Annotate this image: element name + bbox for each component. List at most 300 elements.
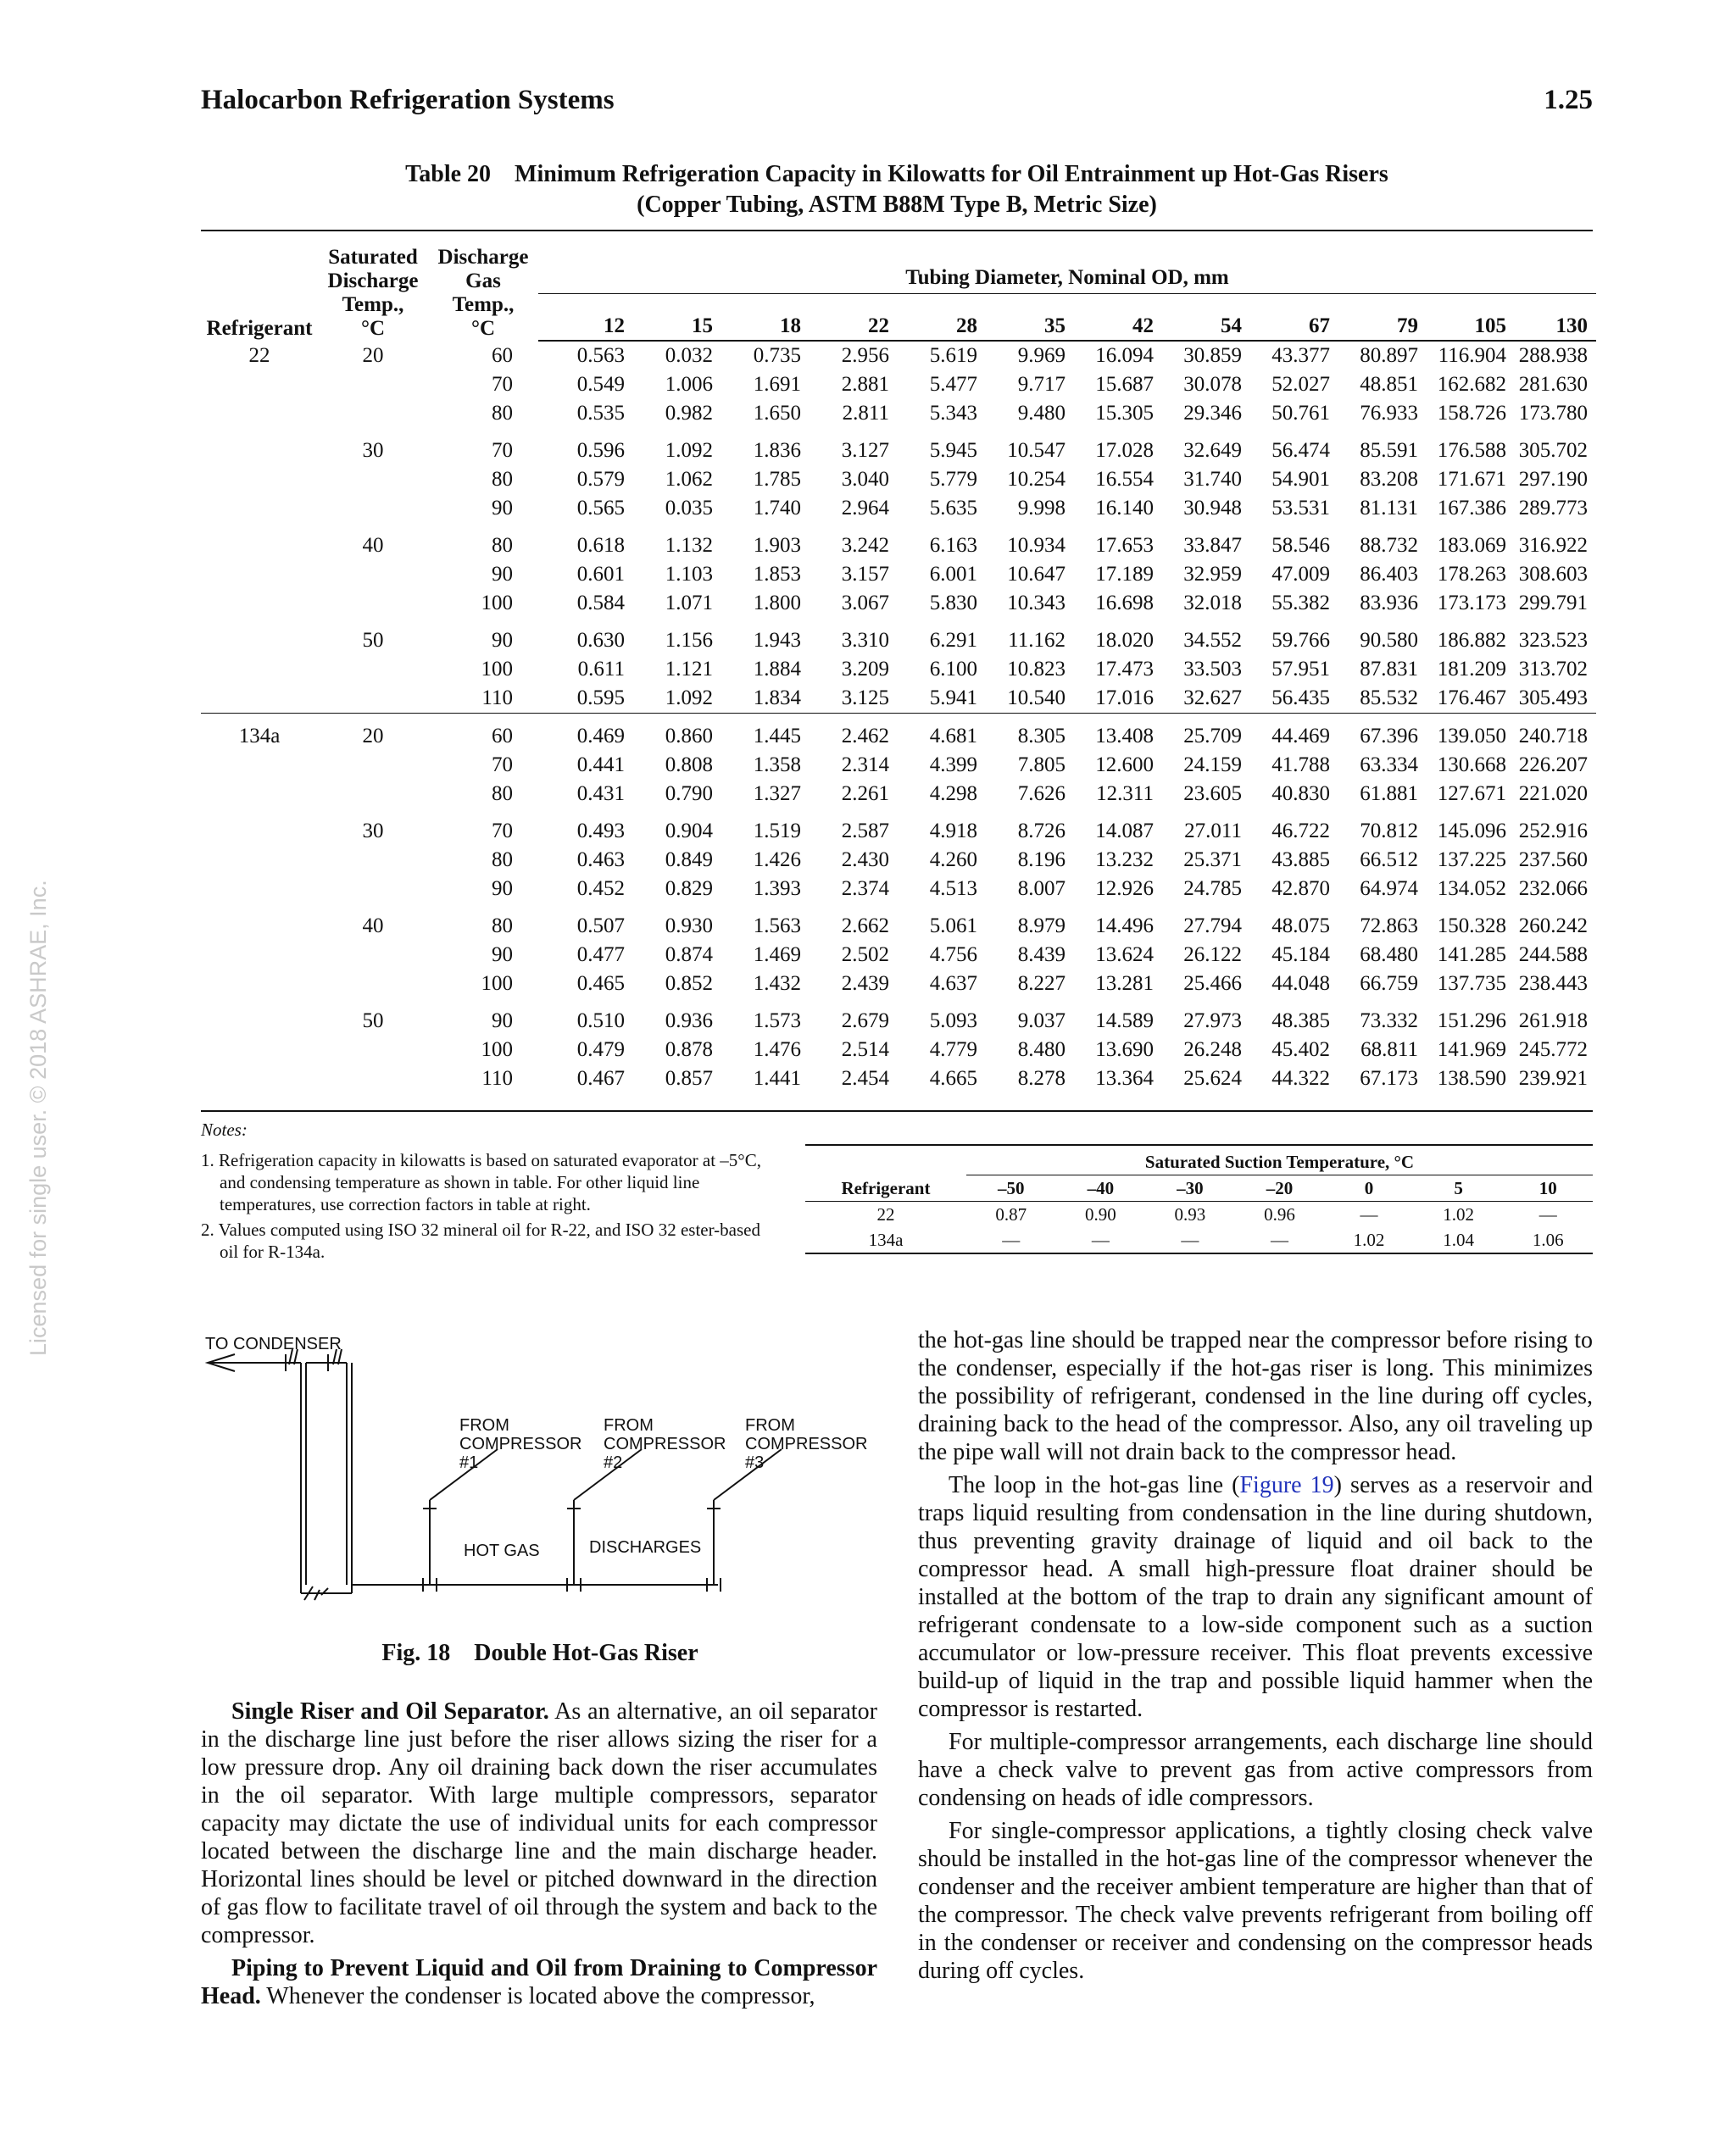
table-row bbox=[201, 1064, 1596, 1093]
capacity-cell: 25.466 bbox=[1183, 972, 1242, 995]
paragraph-loop: The loop in the hot-gas line (Figure 19) serves as a reservoir and traps liquid resulting from condensation in the line during shutdown, thus preventing gravity drainage of liquid and oil back to the compressor head. A small high-pressure float drainer should be installed at the bottom of the trap to drain any significant amount of refrigerant condensate to a low-side component such as a suction accumulator or low-pressure receiver. This float prevents excessive build-up of liquid in the trap and possible liquid hammer when the compressor is restarted. bbox=[918, 1472, 1593, 1722]
capacity-cell: 24.159 bbox=[1183, 753, 1242, 776]
gas-temp-cell: 80 bbox=[492, 402, 513, 425]
capacity-cell: 57.951 bbox=[1271, 658, 1330, 681]
sat-temp-cell bbox=[318, 655, 428, 684]
capacity-cell: 26.248 bbox=[1183, 1038, 1242, 1061]
capacity-cell: 252.916 bbox=[1518, 820, 1588, 842]
capacity-cell: 52.027 bbox=[1271, 373, 1330, 396]
refrigerant-cell: 22 bbox=[248, 343, 270, 367]
capacity-cell: 16.140 bbox=[1095, 497, 1154, 520]
capacity-cell: 171.671 bbox=[1437, 468, 1506, 491]
correction-title: Saturated Suction Temperature, °C bbox=[966, 1145, 1593, 1175]
capacity-cell: 9.480 bbox=[1017, 402, 1066, 425]
capacity-cell: 2.587 bbox=[841, 820, 889, 842]
capacity-cell: 1.062 bbox=[665, 468, 713, 491]
capacity-cell: 14.496 bbox=[1095, 914, 1154, 937]
capacity-cell: 0.982 bbox=[665, 402, 713, 425]
capacity-cell: 305.702 bbox=[1518, 439, 1588, 462]
capacity-cell: 145.096 bbox=[1437, 820, 1506, 842]
capacity-cell: 41.788 bbox=[1271, 753, 1330, 776]
refrigerant-cell bbox=[201, 941, 318, 970]
gas-temp-cell: 100 bbox=[481, 972, 513, 995]
table-row bbox=[201, 494, 1596, 523]
capacity-cell: 1.740 bbox=[753, 497, 801, 520]
capacity-cell: 1.650 bbox=[753, 402, 801, 425]
capacity-cell: 1.469 bbox=[753, 943, 801, 966]
diameter-header: 28 bbox=[898, 294, 986, 341]
capacity-cell: 4.681 bbox=[898, 714, 986, 752]
sat-temp-cell: 30 bbox=[362, 439, 384, 462]
refrigerant-cell bbox=[201, 1064, 318, 1093]
capacity-cell: 16.698 bbox=[1095, 592, 1154, 614]
capacity-cell: 26.122 bbox=[1183, 943, 1242, 966]
capacity-cell: 0.477 bbox=[576, 943, 625, 966]
sat-temp-cell bbox=[318, 751, 428, 780]
capacity-cell: 25.709 bbox=[1162, 714, 1250, 752]
correction-refrigerant-header: Refrigerant bbox=[841, 1177, 931, 1198]
capacity-cell: 1.071 bbox=[665, 592, 713, 614]
col-gas-temp: Discharge Gas Temp., °C bbox=[437, 246, 529, 340]
capacity-cell: 141.969 bbox=[1437, 1038, 1506, 1061]
capacity-cell: 4.918 bbox=[929, 820, 977, 842]
capacity-cell: 245.772 bbox=[1518, 1038, 1588, 1061]
diameter-header: 130 bbox=[1515, 294, 1596, 341]
capacity-cell: 50.761 bbox=[1271, 402, 1330, 425]
capacity-cell: 6.291 bbox=[929, 629, 977, 652]
correction-factor-cell: — bbox=[1091, 1230, 1110, 1250]
capacity-cell: 44.048 bbox=[1271, 972, 1330, 995]
capacity-cell: 66.759 bbox=[1360, 972, 1418, 995]
double-hot-gas-riser-diagram bbox=[201, 1331, 879, 1644]
correction-factor-cell: 1.02 bbox=[1443, 1204, 1474, 1225]
capacity-cell: 323.523 bbox=[1518, 629, 1588, 652]
hot-gas-label: HOT GAS bbox=[464, 1542, 540, 1560]
capacity-cell: 10.547 bbox=[1007, 439, 1066, 462]
capacity-cell: 10.343 bbox=[1007, 592, 1066, 614]
capacity-cell: 1.103 bbox=[665, 563, 713, 586]
capacity-cell: 0.808 bbox=[665, 753, 713, 776]
capacity-cell: 2.956 bbox=[841, 344, 889, 367]
capacity-cell: 297.190 bbox=[1518, 468, 1588, 491]
capacity-cell: 1.156 bbox=[665, 629, 713, 652]
capacity-cell: 64.974 bbox=[1360, 877, 1418, 900]
correction-temp-header: –20 bbox=[1266, 1178, 1294, 1198]
capacity-cell: 3.127 bbox=[841, 439, 889, 462]
capacity-cell: 12.311 bbox=[1096, 782, 1154, 805]
capacity-cell: 54.901 bbox=[1271, 468, 1330, 491]
capacity-cell: 134.052 bbox=[1437, 877, 1506, 900]
capacity-cell: 151.296 bbox=[1437, 1009, 1506, 1032]
capacity-cell: 0.601 bbox=[576, 563, 625, 586]
capacity-cell: 2.439 bbox=[841, 972, 889, 995]
diameter-header: 15 bbox=[633, 294, 721, 341]
capacity-cell: 85.532 bbox=[1360, 686, 1418, 709]
gas-temp-cell: 90 bbox=[492, 943, 513, 966]
capacity-cell: 2.454 bbox=[841, 1067, 889, 1090]
table-row bbox=[201, 875, 1596, 903]
capacity-cell: 66.512 bbox=[1360, 848, 1418, 871]
capacity-cell: 0.860 bbox=[633, 714, 721, 752]
gas-temp-cell: 90 bbox=[492, 629, 513, 652]
refrigerant-cell bbox=[201, 970, 318, 998]
correction-temp-header: –40 bbox=[1087, 1178, 1115, 1198]
capacity-cell: 1.426 bbox=[753, 848, 801, 871]
capacity-cell: 1.393 bbox=[753, 877, 801, 900]
capacity-cell: 0.584 bbox=[576, 592, 625, 614]
capacity-cell: 32.627 bbox=[1183, 686, 1242, 709]
capacity-cell: 226.207 bbox=[1518, 753, 1588, 776]
correction-factor-cell: 1.06 bbox=[1532, 1230, 1564, 1250]
gas-temp-cell: 90 bbox=[492, 1009, 513, 1032]
sat-temp-cell bbox=[318, 684, 428, 714]
sat-temp-cell bbox=[318, 1064, 428, 1093]
correction-factor-cell: 1.02 bbox=[1353, 1230, 1385, 1250]
table-row bbox=[201, 341, 1596, 370]
figure-19-link[interactable]: Figure 19 bbox=[1239, 1472, 1334, 1498]
sat-temp-cell bbox=[318, 560, 428, 589]
from-compressor-3-a: FROM bbox=[745, 1416, 795, 1435]
table-row bbox=[201, 589, 1596, 618]
refrigerant-cell bbox=[201, 465, 318, 494]
capacity-cell: 0.565 bbox=[576, 497, 625, 520]
sat-temp-cell bbox=[318, 1036, 428, 1064]
capacity-cell: 17.189 bbox=[1095, 563, 1154, 586]
gas-temp-cell: 60 bbox=[428, 714, 538, 752]
capacity-cell: 137.225 bbox=[1437, 848, 1506, 871]
capacity-cell: 13.408 bbox=[1074, 714, 1162, 752]
diameter-header: 12 bbox=[538, 294, 633, 341]
from-compressor-1-b: COMPRESSOR bbox=[459, 1435, 582, 1453]
capacity-cell: 158.726 bbox=[1437, 402, 1506, 425]
capacity-cell: 1.519 bbox=[753, 820, 801, 842]
capacity-cell: 1.092 bbox=[665, 439, 713, 462]
correction-factor-cell: — bbox=[1360, 1204, 1378, 1225]
gas-temp-cell: 90 bbox=[492, 563, 513, 586]
sat-temp-cell bbox=[318, 494, 428, 523]
table-row bbox=[201, 1036, 1596, 1064]
from-compressor-3-b: COMPRESSOR bbox=[745, 1435, 868, 1453]
capacity-cell: 167.386 bbox=[1437, 497, 1506, 520]
capacity-cell: 173.780 bbox=[1518, 402, 1588, 425]
capacity-cell: 3.040 bbox=[841, 468, 889, 491]
diameter-header: 67 bbox=[1250, 294, 1338, 341]
capacity-cell: 0.595 bbox=[576, 686, 625, 709]
capacity-cell: 1.884 bbox=[753, 658, 801, 681]
capacity-cell: 0.878 bbox=[665, 1038, 713, 1061]
sat-temp-cell bbox=[318, 875, 428, 903]
capacity-cell: 176.588 bbox=[1437, 439, 1506, 462]
capacity-cell: 2.679 bbox=[841, 1009, 889, 1032]
gas-temp-cell: 80 bbox=[492, 782, 513, 805]
gas-temp-cell: 70 bbox=[492, 439, 513, 462]
capacity-cell: 0.510 bbox=[576, 1009, 625, 1032]
table-row bbox=[201, 714, 1596, 752]
correction-refrigerant-cell: 134a bbox=[868, 1230, 904, 1250]
from-compressor-3-c: #3 bbox=[745, 1453, 765, 1472]
capacity-cell: 63.334 bbox=[1360, 753, 1418, 776]
gas-temp-cell: 80 bbox=[492, 534, 513, 557]
correction-factor-cell: 0.93 bbox=[1174, 1204, 1206, 1225]
capacity-cell: 0.493 bbox=[576, 820, 625, 842]
sat-temp-cell bbox=[318, 370, 428, 399]
capacity-cell: 67.173 bbox=[1360, 1067, 1418, 1090]
capacity-cell: 0.463 bbox=[576, 848, 625, 871]
table-top-rule bbox=[201, 230, 1593, 231]
capacity-cell: 130.668 bbox=[1437, 753, 1506, 776]
capacity-cell: 13.281 bbox=[1095, 972, 1154, 995]
capacity-cell: 0.618 bbox=[576, 534, 625, 557]
gas-temp-cell: 60 bbox=[492, 343, 513, 367]
from-compressor-1-c: #1 bbox=[459, 1453, 479, 1472]
capacity-cell: 8.726 bbox=[1017, 820, 1066, 842]
capacity-cell: 11.162 bbox=[1008, 629, 1066, 652]
capacity-cell: 0.936 bbox=[665, 1009, 713, 1032]
capacity-cell: 288.938 bbox=[1518, 344, 1588, 367]
table-row bbox=[201, 780, 1596, 808]
capacity-cell: 176.467 bbox=[1437, 686, 1506, 709]
refrigerant-cell bbox=[201, 370, 318, 399]
table-row bbox=[201, 970, 1596, 998]
capacity-cell: 14.087 bbox=[1095, 820, 1154, 842]
table-row bbox=[201, 684, 1596, 714]
capacity-cell: 58.546 bbox=[1271, 534, 1330, 557]
capacity-cell: 1.327 bbox=[753, 782, 801, 805]
page-number: 1.25 bbox=[1544, 85, 1593, 115]
capacity-cell: 5.945 bbox=[929, 439, 977, 462]
paragraph-single-compressor: For single-compressor applications, a tightly closing check valve should be installed in the hot-gas line of the compressor whenever the condenser and the receiver ambient temperature are higher than that of the compressor. The check valve prevents refrigerant from boiling off in the condenser or receiver and condensing on the compressor heads during off cycles. bbox=[918, 1818, 1593, 1984]
capacity-cell: 138.590 bbox=[1437, 1067, 1506, 1090]
gas-temp-cell: 90 bbox=[492, 877, 513, 900]
capacity-cell: 3.067 bbox=[841, 592, 889, 614]
capacity-cell: 9.998 bbox=[1017, 497, 1066, 520]
capacity-cell: 29.346 bbox=[1183, 402, 1242, 425]
capacity-cell: 0.469 bbox=[538, 714, 633, 752]
capacity-cell: 17.028 bbox=[1095, 439, 1154, 462]
capacity-cell: 0.790 bbox=[665, 782, 713, 805]
capacity-cell: 2.314 bbox=[841, 753, 889, 776]
diameter-header: 18 bbox=[721, 294, 810, 341]
correction-temp-header: –50 bbox=[998, 1178, 1025, 1198]
capacity-cell: 8.007 bbox=[1017, 877, 1066, 900]
capacity-cell: 0.857 bbox=[665, 1067, 713, 1090]
capacity-cell: 316.922 bbox=[1518, 534, 1588, 557]
left-column bbox=[201, 1698, 877, 2015]
table-row bbox=[201, 998, 1596, 1036]
capacity-cell: 221.020 bbox=[1518, 782, 1588, 805]
refrigerant-cell bbox=[201, 751, 318, 780]
capacity-cell: 42.870 bbox=[1271, 877, 1330, 900]
capacity-cell: 10.254 bbox=[1007, 468, 1066, 491]
capacity-cell: 10.540 bbox=[1007, 686, 1066, 709]
capacity-cell: 30.859 bbox=[1183, 344, 1242, 367]
capacity-cell: 83.208 bbox=[1360, 468, 1418, 491]
correction-temp-header: 5 bbox=[1454, 1178, 1463, 1198]
capacity-cell: 116.904 bbox=[1438, 344, 1506, 367]
table-row bbox=[201, 428, 1596, 465]
capacity-cell: 1.800 bbox=[753, 592, 801, 614]
capacity-cell: 127.671 bbox=[1437, 782, 1506, 805]
capacity-cell: 88.732 bbox=[1360, 534, 1418, 557]
capacity-cell: 8.480 bbox=[1017, 1038, 1066, 1061]
gas-temp-cell: 110 bbox=[481, 686, 513, 709]
capacity-cell: 237.560 bbox=[1518, 848, 1588, 871]
capacity-cell: 25.624 bbox=[1183, 1067, 1242, 1090]
capacity-cell: 2.662 bbox=[841, 914, 889, 937]
refrigerant-cell bbox=[201, 399, 318, 428]
capacity-cell: 4.260 bbox=[929, 848, 977, 871]
refrigerant-cell bbox=[201, 780, 318, 808]
gas-temp-cell: 80 bbox=[492, 468, 513, 491]
table-row bbox=[201, 846, 1596, 875]
capacity-cell: 7.805 bbox=[1017, 753, 1066, 776]
capacity-cell: 24.785 bbox=[1183, 877, 1242, 900]
paragraph-piping: Piping to Prevent Liquid and Oil from Draining to Compressor Head. Whenever the condenser is located above the compressor, bbox=[201, 1955, 877, 2009]
refrigerant-cell bbox=[201, 560, 318, 589]
from-compressor-2-c: #2 bbox=[604, 1453, 623, 1472]
capacity-cell: 70.812 bbox=[1360, 820, 1418, 842]
capacity-cell: 4.298 bbox=[929, 782, 977, 805]
capacity-cell: 150.328 bbox=[1437, 914, 1506, 937]
paragraph-oil-separator: Single Riser and Oil Separator. As an alternative, an oil separator in the discharge line just before the riser allows sizing the riser for a low pressure drop. Any oil draining back down the riser accumulates in the oil separator. With large multiple compressors, separator capacity may dictate the use of individual units for each compressor located between the discharge line and the main discharge header. Horizontal lines should be level or pitched downward in the direction of gas flow to facilitate travel of oil through the system and back to the compressor. bbox=[201, 1698, 878, 1948]
capacity-cell: 27.794 bbox=[1183, 914, 1242, 937]
refrigerant-cell bbox=[201, 494, 318, 523]
capacity-cell: 181.209 bbox=[1437, 658, 1506, 681]
capacity-cell: 1.445 bbox=[721, 714, 810, 752]
capacity-cell: 0.596 bbox=[576, 439, 625, 462]
capacity-cell: 1.785 bbox=[753, 468, 801, 491]
capacity-cell: 0.035 bbox=[665, 497, 713, 520]
table-row bbox=[201, 465, 1596, 494]
diameter-header: 42 bbox=[1074, 294, 1162, 341]
capacity-cell: 86.403 bbox=[1360, 563, 1418, 586]
correction-factor-cell: — bbox=[1002, 1230, 1021, 1250]
from-compressor-2-a: FROM bbox=[604, 1416, 654, 1435]
capacity-cell: 10.647 bbox=[1007, 563, 1066, 586]
refrigerant-cell bbox=[201, 618, 318, 655]
paragraph-trap: the hot-gas line should be trapped near the compressor before rising to the condenser, especially if the hot-gas riser is long. This minimizes the possibility of refrigerant, condensed in the line during off cycles, draining back to the head of the compressor. Also, any oil traveling up the pipe wall will not drain back to the compressor head. bbox=[918, 1327, 1593, 1465]
gas-temp-cell: 100 bbox=[481, 1038, 513, 1061]
capacity-cell: 5.619 bbox=[929, 344, 977, 367]
capacity-cell: 16.554 bbox=[1095, 468, 1154, 491]
refrigerant-cell: 134a bbox=[201, 714, 318, 752]
capacity-cell: 0.930 bbox=[665, 914, 713, 937]
capacity-cell: 5.477 bbox=[929, 373, 977, 396]
correction-factor-cell: — bbox=[1181, 1230, 1199, 1250]
capacity-cell: 0.563 bbox=[576, 344, 625, 367]
capacity-cell: 3.125 bbox=[841, 686, 889, 709]
capacity-cell: 76.933 bbox=[1360, 402, 1418, 425]
gas-temp-cell: 100 bbox=[481, 592, 513, 614]
capacity-cell: 4.399 bbox=[929, 753, 977, 776]
capacity-cell: 289.773 bbox=[1518, 497, 1588, 520]
capacity-cell: 2.502 bbox=[841, 943, 889, 966]
capacity-cell: 12.600 bbox=[1095, 753, 1154, 776]
capacity-cell: 10.934 bbox=[1007, 534, 1066, 557]
capacity-cell: 8.979 bbox=[1017, 914, 1066, 937]
capacity-cell: 0.829 bbox=[665, 877, 713, 900]
capacity-cell: 281.630 bbox=[1518, 373, 1588, 396]
table-row bbox=[201, 560, 1596, 589]
correction-row bbox=[805, 1227, 1593, 1253]
diameter-header: 22 bbox=[810, 294, 898, 341]
gas-temp-cell: 70 bbox=[492, 820, 513, 842]
correction-factor-cell: 0.90 bbox=[1084, 1204, 1116, 1225]
sat-temp-cell bbox=[318, 399, 428, 428]
capacity-cell: 68.811 bbox=[1360, 1038, 1418, 1061]
capacity-cell: 0.465 bbox=[576, 972, 625, 995]
correction-factor-cell: — bbox=[1538, 1204, 1557, 1225]
correction-temp-header: 0 bbox=[1364, 1178, 1374, 1198]
correction-factor-cell: 1.04 bbox=[1443, 1230, 1474, 1250]
capacity-cell: 27.973 bbox=[1183, 1009, 1242, 1032]
diameter-header: 35 bbox=[986, 294, 1074, 341]
capacity-cell: 32.649 bbox=[1183, 439, 1242, 462]
capacity-cell: 3.242 bbox=[841, 534, 889, 557]
capacity-cell: 9.037 bbox=[1017, 1009, 1066, 1032]
capacity-cell: 87.831 bbox=[1360, 658, 1418, 681]
capacity-cell: 1.121 bbox=[665, 658, 713, 681]
paragraph-multiple-compressors: For multiple-compressor arrangements, each discharge line should have a check valve to prevent gas from active compressors from condensing on heads of idle compressors. bbox=[918, 1729, 1593, 1811]
refrigerant-cell bbox=[201, 903, 318, 941]
capacity-cell: 13.624 bbox=[1095, 943, 1154, 966]
capacity-cell: 6.001 bbox=[929, 563, 977, 586]
refrigerant-cell bbox=[201, 1036, 318, 1064]
capacity-cell: 44.322 bbox=[1271, 1067, 1330, 1090]
correction-temp-header: 10 bbox=[1538, 1178, 1557, 1198]
from-compressor-1-a: FROM bbox=[459, 1416, 509, 1435]
capacity-cell: 8.278 bbox=[1017, 1067, 1066, 1090]
capacity-cell: 56.435 bbox=[1271, 686, 1330, 709]
capacity-cell: 67.396 bbox=[1338, 714, 1427, 752]
capacity-cell: 5.779 bbox=[929, 468, 977, 491]
sat-temp-cell: 40 bbox=[362, 534, 384, 557]
capacity-cell: 244.588 bbox=[1518, 943, 1588, 966]
capacity-cell: 85.591 bbox=[1360, 439, 1418, 462]
from-compressor-2-b: COMPRESSOR bbox=[604, 1435, 726, 1453]
capacity-cell: 1.476 bbox=[753, 1038, 801, 1061]
capacity-cell: 0.441 bbox=[576, 753, 625, 776]
correction-factor-table bbox=[805, 1144, 1593, 1254]
refrigerant-cell bbox=[201, 589, 318, 618]
capacity-cell: 232.066 bbox=[1518, 877, 1588, 900]
capacity-cell: 43.885 bbox=[1271, 848, 1330, 871]
capacity-cell: 2.430 bbox=[841, 848, 889, 871]
capacity-cell: 17.653 bbox=[1095, 534, 1154, 557]
refrigerant-cell bbox=[201, 523, 318, 560]
gas-temp-cell: 80 bbox=[492, 914, 513, 937]
capacity-cell: 48.075 bbox=[1271, 914, 1330, 937]
capacity-cell: 45.184 bbox=[1271, 943, 1330, 966]
col-refrigerant: Refrigerant bbox=[206, 317, 313, 340]
sat-temp-cell: 50 bbox=[362, 629, 384, 652]
sat-temp-cell bbox=[318, 780, 428, 808]
table-row bbox=[201, 370, 1596, 399]
capacity-cell: 0.549 bbox=[576, 373, 625, 396]
sat-temp-cell bbox=[318, 970, 428, 998]
table-row bbox=[201, 655, 1596, 684]
correction-factor-cell: — bbox=[1270, 1230, 1288, 1250]
sat-temp-cell: 50 bbox=[362, 1009, 384, 1032]
capacity-cell: 5.635 bbox=[929, 497, 977, 520]
capacity-cell: 2.462 bbox=[810, 714, 898, 752]
capacity-cell: 5.830 bbox=[929, 592, 977, 614]
table-row bbox=[201, 618, 1596, 655]
capacity-cell: 8.439 bbox=[1017, 943, 1066, 966]
capacity-cell: 48.385 bbox=[1271, 1009, 1330, 1032]
gas-temp-cell: 90 bbox=[492, 497, 513, 520]
capacity-cell: 239.921 bbox=[1518, 1067, 1588, 1090]
